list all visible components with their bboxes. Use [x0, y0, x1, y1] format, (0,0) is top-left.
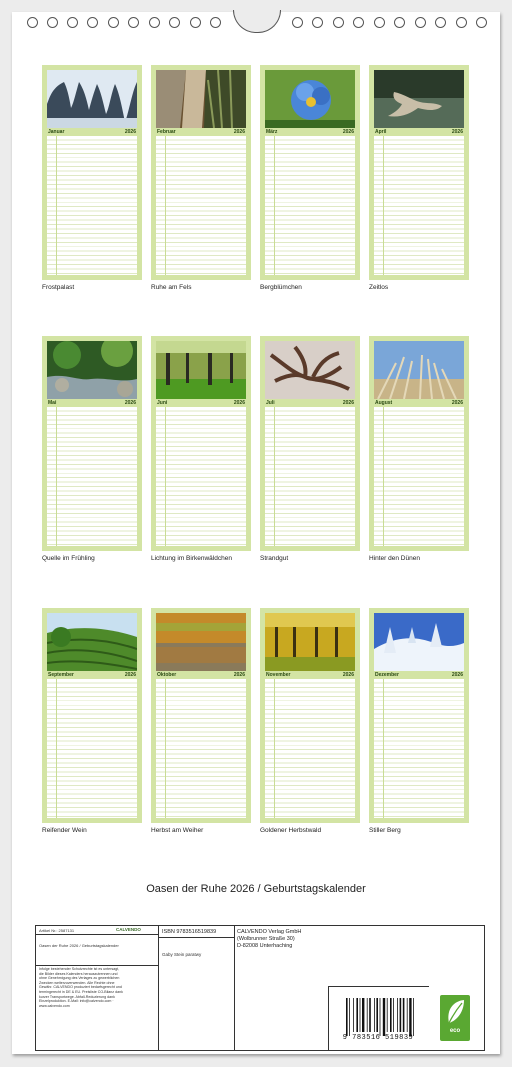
month-name: Juni [157, 400, 168, 406]
month-header [156, 671, 246, 679]
binding-hole [67, 17, 78, 28]
month-photo [374, 613, 464, 671]
month-photo [374, 341, 464, 399]
binding-hole [456, 17, 467, 28]
month-header [265, 128, 355, 136]
calendar-sheet [12, 12, 500, 1054]
binding-hole [353, 17, 364, 28]
photo-caption: Zeitlos [369, 284, 389, 291]
birthday-lines [265, 407, 355, 546]
imprint-isbn-column [159, 926, 235, 1050]
month-photo [265, 70, 355, 128]
month-header [265, 399, 355, 407]
article-number: Artikel Nr.: 2587131 [39, 928, 75, 933]
eco-label: eco [449, 1028, 461, 1034]
month-name: April [375, 129, 387, 135]
month-page-märz [260, 65, 360, 280]
author: Gaby Stein paratwy [162, 952, 202, 957]
month-photo [47, 341, 137, 399]
month-header [265, 671, 355, 679]
leaf-icon [440, 995, 470, 1029]
binding-hole [149, 17, 160, 28]
binding-hole [47, 17, 58, 28]
month-photo [265, 613, 355, 671]
photo-caption: Bergblümchen [260, 284, 302, 291]
barcode-number: 9 783516 519839 [342, 1034, 414, 1042]
publisher-address: CALVENDO Verlag GmbH (Wolbrunner Straße 30) D-82008 Unterhaching [237, 929, 302, 949]
month-name: November [266, 672, 291, 678]
birthday-lines [265, 136, 355, 275]
photo-caption: Strandgut [260, 555, 289, 562]
binding-hole [476, 17, 487, 28]
month-header [374, 128, 464, 136]
month-header [374, 671, 464, 679]
month-page-juli [260, 336, 360, 551]
copyright-notice: Infolge bestehender Schutzrechte ist es untersagt, die Bilder dieses Kalenders herauszutrennen und ohne Genehmigung des Verlages zu gewerblichen Zwecken weiterzuverwenden. Alle Rechte ohne Gewähr. CALVENDO produziert bedarfsgerecht und termingerecht in DE & EU. Preisliste CO-Bilanz dank kurzer Transportwege. Abfall-Reduzierung dank Einzelproduktion. E-Mail: info@calvendo.com · www.calvendo.com [39, 967, 123, 1008]
month-page-januar [42, 65, 142, 280]
month-name: Januar [48, 129, 65, 135]
month-year: 2026 [451, 400, 463, 406]
photo-caption: Ruhe am Fels [151, 284, 192, 291]
binding-hole [128, 17, 139, 28]
month-year: 2026 [124, 672, 136, 678]
binding-hole [210, 17, 221, 28]
photo-caption: Stiller Berg [369, 827, 401, 834]
month-page-oktober [151, 608, 251, 823]
photo-caption: Reifender Wein [42, 827, 87, 834]
month-header [156, 399, 246, 407]
birthday-lines [47, 407, 137, 546]
month-name: August [375, 400, 393, 406]
imprint-box [35, 925, 485, 1051]
month-year: 2026 [233, 129, 245, 135]
month-page-september [42, 608, 142, 823]
month-header [374, 399, 464, 407]
birthday-lines [374, 407, 464, 546]
binding-hole [292, 17, 303, 28]
month-year: 2026 [342, 400, 354, 406]
month-name: September [48, 672, 74, 678]
binding-hole [415, 17, 426, 28]
photo-caption: Quelle im Frühling [42, 555, 95, 562]
binding-hole [312, 17, 323, 28]
month-year: 2026 [451, 672, 463, 678]
binding-hole [333, 17, 344, 28]
month-photo [265, 341, 355, 399]
month-name: Mai [48, 400, 57, 406]
month-name: Februar [157, 129, 176, 135]
birthday-lines [156, 136, 246, 275]
month-year: 2026 [124, 129, 136, 135]
month-name: März [266, 129, 278, 135]
month-year: 2026 [451, 129, 463, 135]
month-name: Juli [266, 400, 275, 406]
binding-hole [108, 17, 119, 28]
month-page-mai [42, 336, 142, 551]
month-photo [156, 341, 246, 399]
isbn: ISBN 9783516519839 [162, 929, 217, 935]
birthday-lines [265, 679, 355, 818]
birthday-lines [47, 679, 137, 818]
month-header [156, 128, 246, 136]
month-page-dezember [369, 608, 469, 823]
month-year: 2026 [342, 672, 354, 678]
birthday-lines [374, 679, 464, 818]
binding-hole [374, 17, 385, 28]
barcode [344, 998, 416, 1036]
month-page-november [260, 608, 360, 823]
photo-caption: Herbst am Weiher [151, 827, 204, 834]
month-header [47, 671, 137, 679]
imprint-left-column [36, 926, 159, 1050]
binding-hole [169, 17, 180, 28]
month-photo [47, 70, 137, 128]
binding-hole [190, 17, 201, 28]
month-year: 2026 [233, 400, 245, 406]
birthday-lines [156, 679, 246, 818]
eco-badge [440, 995, 470, 1041]
binding-hole [435, 17, 446, 28]
month-year: 2026 [124, 400, 136, 406]
photo-caption: Frostpalast [42, 284, 75, 291]
month-year: 2026 [342, 129, 354, 135]
binding-hole [87, 17, 98, 28]
photo-caption: Hinter den Dünen [369, 555, 420, 562]
month-page-februar [151, 65, 251, 280]
birthday-lines [156, 407, 246, 546]
month-page-april [369, 65, 469, 280]
month-name: Oktober [157, 672, 177, 678]
month-photo [374, 70, 464, 128]
photo-caption: Goldener Herbstwald [260, 827, 322, 834]
month-photo [47, 613, 137, 671]
month-header [47, 399, 137, 407]
product-line: Oasen der Ruhe 2026 / Geburtstagskalender [39, 943, 119, 948]
month-photo [156, 70, 246, 128]
month-header [47, 128, 137, 136]
month-name: Dezember [375, 672, 399, 678]
month-page-juni [151, 336, 251, 551]
month-page-august [369, 336, 469, 551]
calendar-title: Oasen der Ruhe 2026 / Geburtstagskalender [146, 883, 366, 895]
binding-hole [27, 17, 38, 28]
birthday-lines [47, 136, 137, 275]
month-photo [156, 613, 246, 671]
photo-caption: Lichtung im Birkenwäldchen [151, 555, 232, 562]
calvendo-logo: CALVENDO [116, 927, 141, 932]
month-year: 2026 [233, 672, 245, 678]
binding-hole [394, 17, 405, 28]
birthday-lines [374, 136, 464, 275]
